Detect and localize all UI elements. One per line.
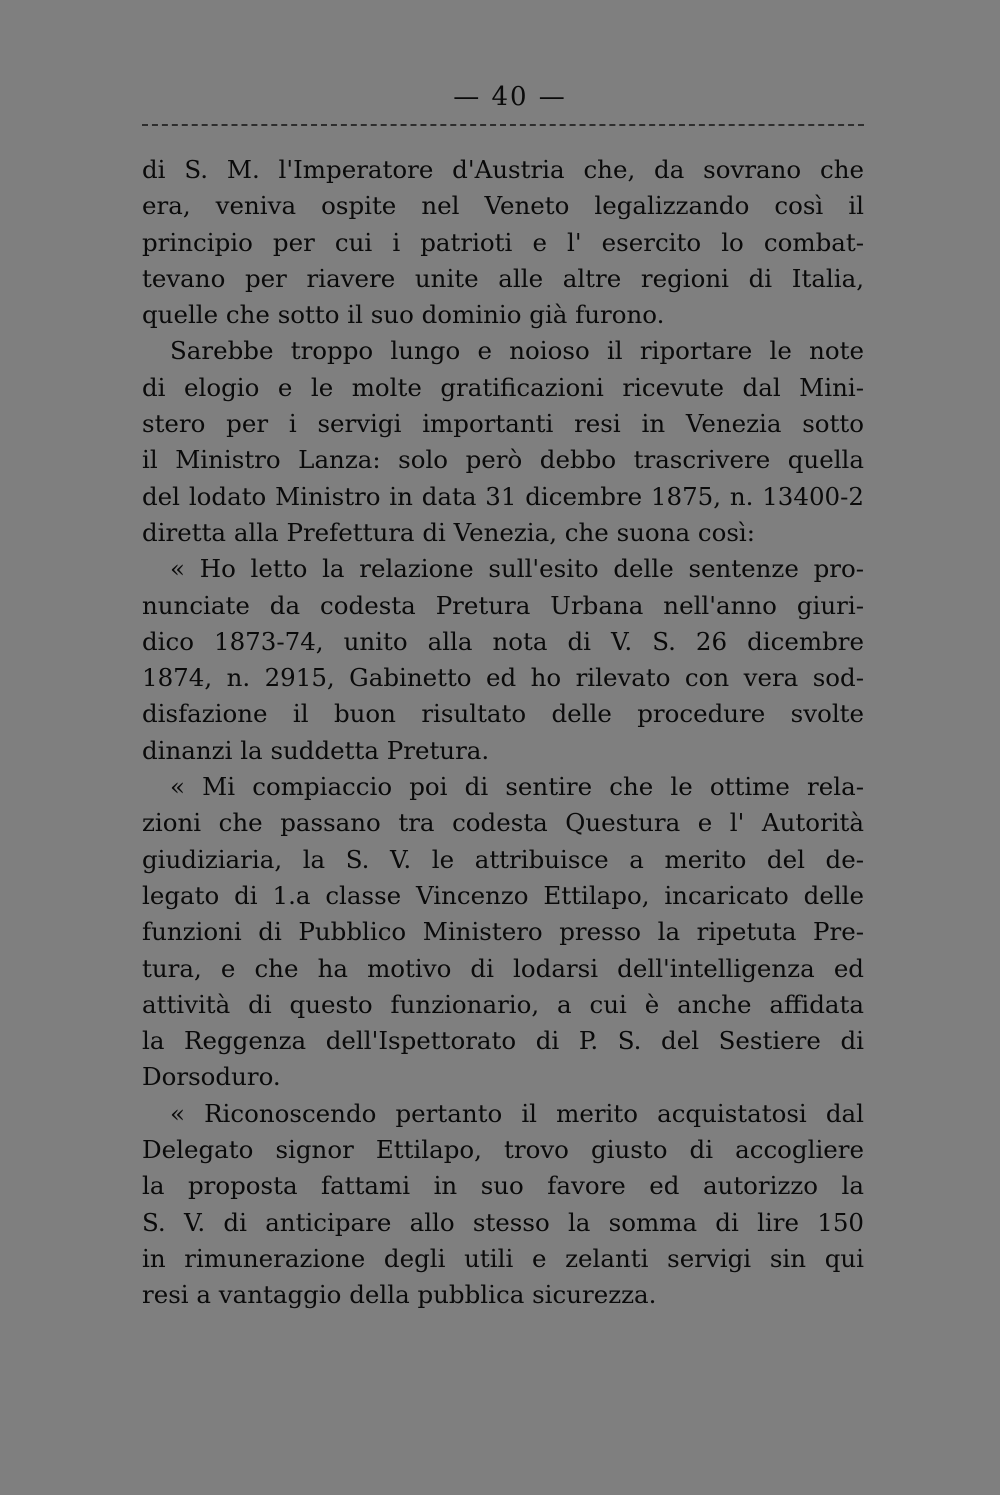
text-line: la proposta fattami in suo favore ed autorizzo la [142, 1171, 864, 1201]
text-line: dico 1873-74, unito alla nota di V. S. 26 dicembre [142, 626, 864, 656]
text-line: principio per cui i patrioti e l' esercito lo combat- [142, 227, 864, 257]
paragraph [142, 1096, 864, 1314]
text-line: « Mi compiaccio poi di sentire che le ottime rela- [170, 772, 864, 802]
text-line: stero per i servigi importanti resi in Venezia sotto [142, 409, 864, 439]
text-line: Sarebbe troppo lungo e noioso il riportare le note [170, 336, 864, 366]
text-line: « Riconoscendo pertanto il merito acquistatosi dal [170, 1098, 864, 1128]
paragraph [142, 769, 864, 1096]
text-line: legato di 1.a classe Vincenzo Ettilapo, incaricato delle [142, 880, 864, 910]
header-rule [142, 124, 864, 126]
text-line: dinanzi la suddetta Pretura. [142, 735, 490, 765]
text-line: la Reggenza dell'Ispettorato di P. S. del Sestiere di [142, 1026, 864, 1056]
text-line: di elogio e le molte gratificazioni ricevute dal Mini- [142, 372, 864, 402]
text-line: il Ministro Lanza: solo però debbo trascrivere quella [142, 445, 864, 475]
paragraph [142, 152, 864, 333]
text-line: funzioni di Pubblico Ministero presso la ripetuta Pre- [142, 917, 864, 947]
text-line: 1874, n. 2915, Gabinetto ed ho rilevato con vera sod- [142, 663, 864, 693]
text-line: attività di questo funzionario, a cui è anche affidata [142, 989, 864, 1019]
text-line: era, veniva ospite nel Veneto legalizzando così il [142, 191, 864, 221]
page-number: — 40 — [453, 82, 567, 112]
text-line: in rimunerazione degli utili e zelanti servigi sin qui [142, 1243, 864, 1273]
text-line: « Ho letto la relazione sull'esito delle sentenze pro- [170, 554, 864, 584]
paragraph [142, 333, 864, 551]
text-line: resi a vantaggio della pubblica sicurezza. [142, 1280, 657, 1310]
paragraph [142, 551, 864, 769]
text-line: giudiziaria, la S. V. le attribuisce a merito del de- [142, 844, 864, 874]
text-line: di S. M. l'Imperatore d'Austria che, da sovrano che [142, 155, 864, 184]
text-line: nunciate da codesta Pretura Urbana nell'anno giuri- [142, 590, 864, 620]
text-line: quelle che sotto il suo dominio già furono. [142, 300, 665, 330]
text-line: diretta alla Prefettura di Venezia, che suona così: [142, 517, 755, 547]
text-line: Delegato signor Ettilapo, trovo giusto di accogliere [142, 1135, 864, 1165]
text-line: Dorsoduro. [142, 1062, 281, 1092]
page-body [142, 152, 864, 1314]
text-line: disfazione il buon risultato delle procedure svolte [142, 699, 864, 729]
text-line: tevano per riavere unite alle altre regioni di Italia, [142, 263, 864, 293]
text-line: tura, e che ha motivo di lodarsi dell'intelligenza ed [142, 953, 864, 983]
text-line: zioni che passano tra codesta Questura e l' Autorità [142, 808, 864, 838]
text-line: S. V. di anticipare allo stesso la somma di lire 150 [142, 1207, 864, 1237]
text-line: del lodato Ministro in data 31 dicembre 1875, n. 13400-2 [142, 481, 864, 511]
